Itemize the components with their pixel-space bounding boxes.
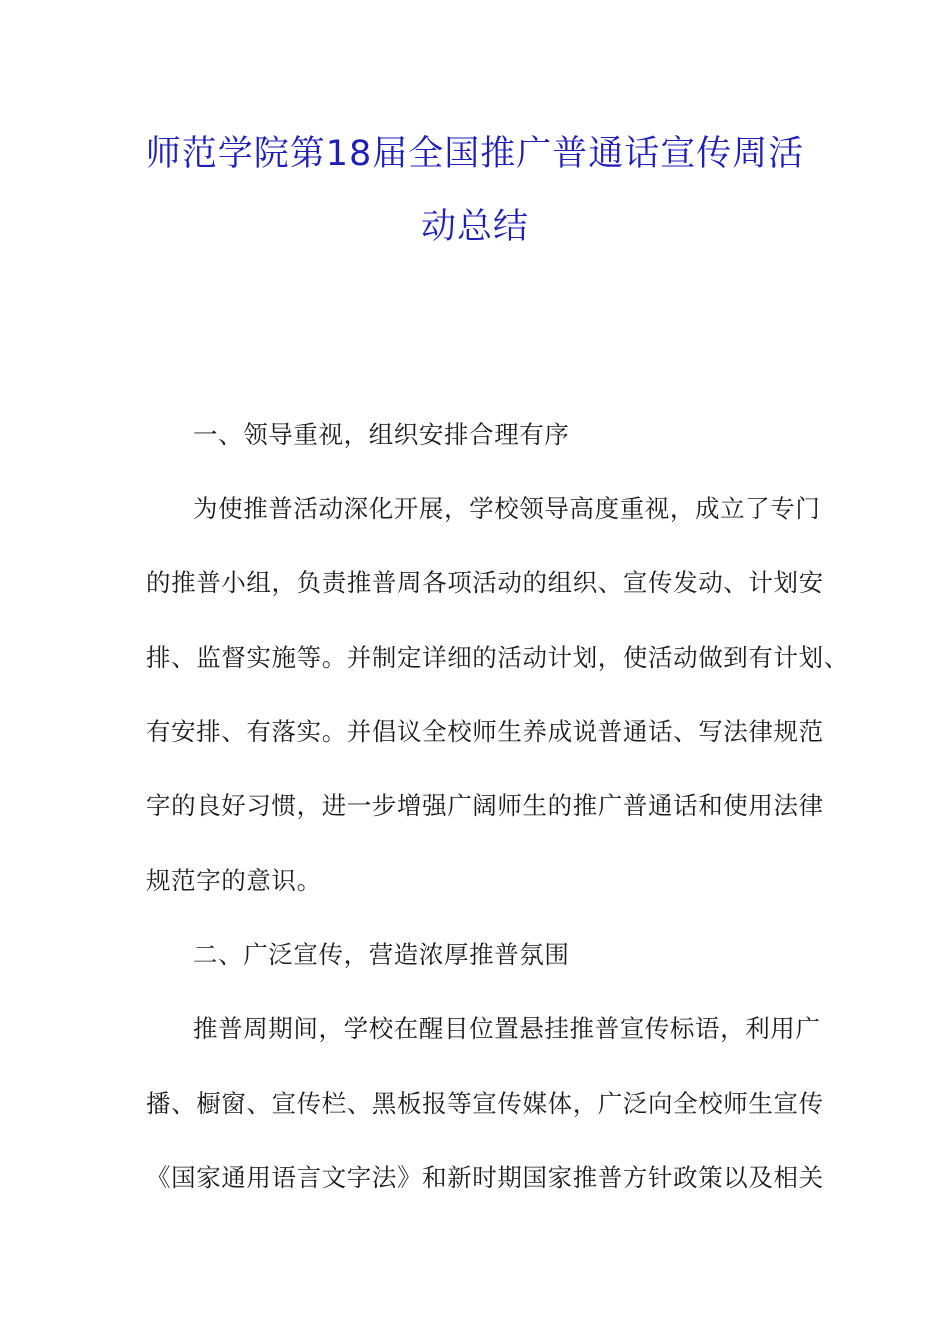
paragraph-line: 《国家通用语言文字法》和新时期国家推普方针政策以及相关 (146, 1163, 824, 1192)
paragraph-line: 字的良好习惯，进一步增强广阔师生的推广普通话和使用法律 (146, 791, 824, 820)
paragraph-line: 的推普小组，负责推普周各项活动的组织、宣传发动、计划安 (146, 568, 824, 597)
paragraph-line: 推普周期间，学校在醒目位置悬挂推普宣传标语，利用广 (193, 1014, 821, 1043)
paragraph-line: 为使推普活动深化开展，学校领导高度重视，成立了专门 (193, 494, 821, 523)
document-title-line-2: 动总结 (420, 207, 529, 247)
paragraph-line: 有安排、有落实。并倡议全校师生养成说普通话、写法律规范 (146, 717, 824, 746)
paragraph-line: 排、监督实施等。并制定详细的活动计划，使活动做到有计划、 (146, 643, 849, 672)
section-heading-1: 一、领导重视，组织安排合理有序 (193, 420, 570, 449)
paragraph-line: 规范字的意识。 (146, 866, 322, 895)
section-heading-2: 二、广泛宣传，营造浓厚推普氛围 (193, 940, 570, 969)
document-title-line-1: 师范学院第18届全国推广普通话宣传周活 (145, 134, 805, 174)
paragraph-line: 播、橱窗、宣传栏、黑板报等宣传媒体，广泛向全校师生宣传 (146, 1089, 824, 1118)
